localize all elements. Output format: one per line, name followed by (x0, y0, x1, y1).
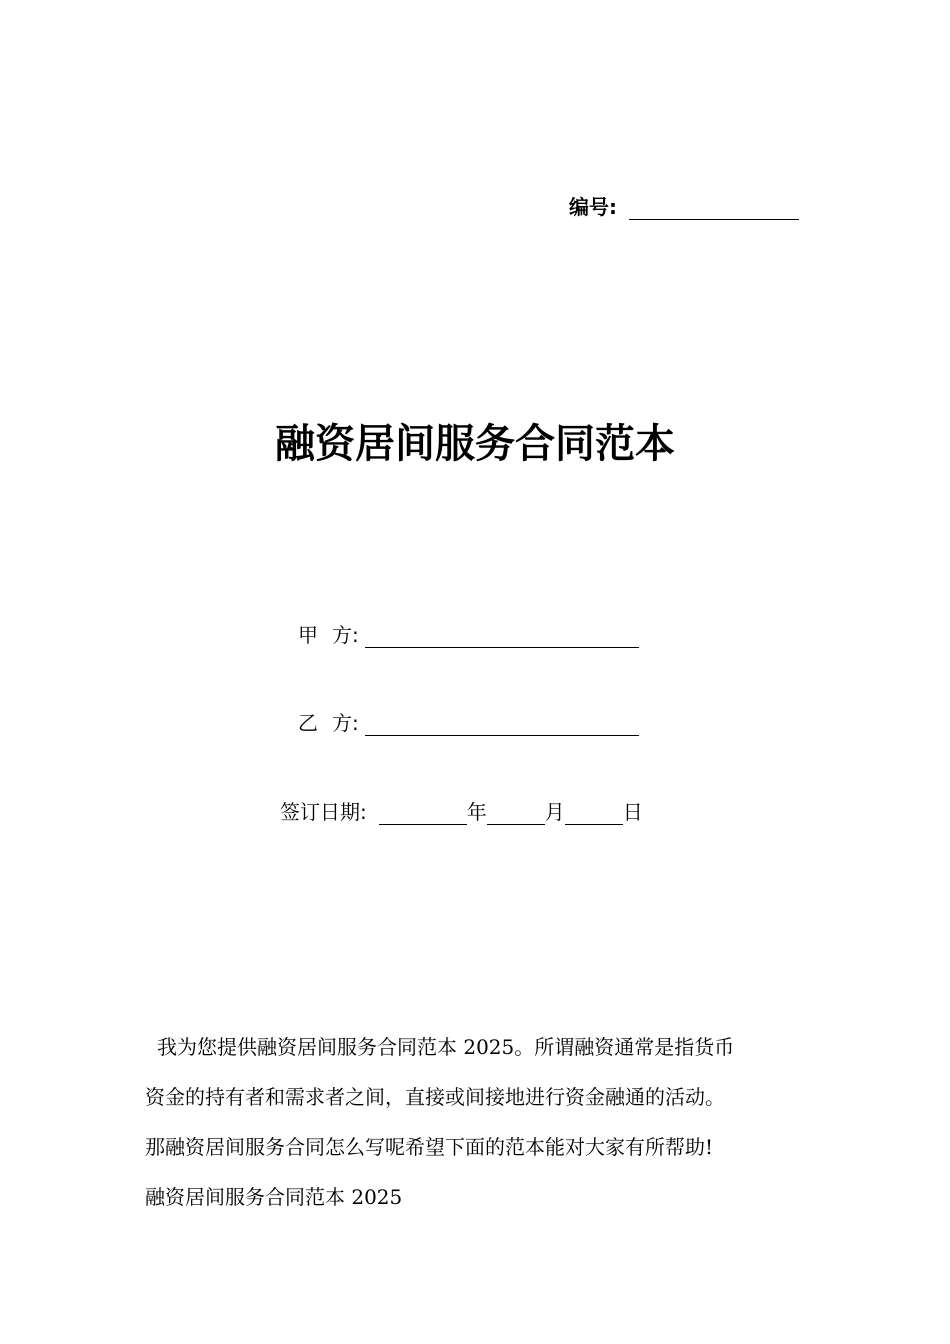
body-line: 资金的持有者和需求者之间，直接或间接地进行资金融通的活动。 (145, 1085, 725, 1109)
day-label: 日 (622, 800, 643, 824)
body-line: 我为您提供融资居间服务合同范本 2025。所谓融资通常是指货币 (157, 1035, 735, 1059)
contract-number-row (569, 190, 799, 220)
month-label: 月 (544, 800, 565, 824)
party-a-label: 甲 方: (298, 623, 359, 647)
party-b-row (298, 706, 639, 736)
document-title: 融资居间服务合同范本 (275, 421, 675, 467)
intro-paragraph (145, 1022, 810, 1222)
party-b-label: 乙 方: (298, 711, 359, 735)
party-a-blank (365, 625, 639, 648)
day-blank (565, 802, 623, 825)
party-b-blank (365, 713, 639, 736)
year-blank (379, 802, 467, 825)
body-line: 融资居间服务合同范本 2025 (145, 1185, 403, 1209)
party-a-row (298, 618, 639, 648)
contract-number-blank (629, 195, 799, 220)
signing-date-label: 签订日期: (280, 800, 367, 824)
signing-date-row (280, 795, 643, 825)
year-label: 年 (466, 800, 487, 824)
body-line: 那融资居间服务合同怎么写呢希望下面的范本能对大家有所帮助! (145, 1135, 714, 1159)
month-blank (487, 802, 545, 825)
contract-number-label: 编号: (569, 195, 617, 219)
